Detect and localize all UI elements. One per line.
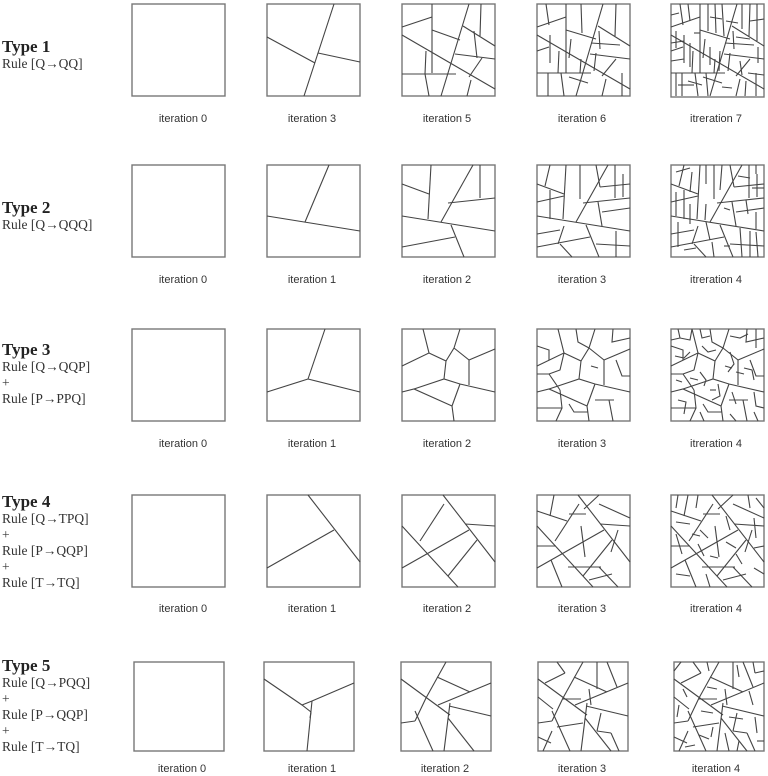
iteration-label: iteration 0: [157, 763, 207, 775]
type-2-label: [2, 199, 92, 233]
type-5-iteration-3-diagram: [537, 661, 633, 757]
type-3-iteration-2-diagram: [401, 328, 497, 424]
iteration-label: iteration 3: [287, 113, 337, 125]
iteration-label: iteration 0: [158, 274, 208, 286]
type-5-label: [2, 657, 90, 755]
type-title: Type 1: [2, 37, 51, 56]
iteration-label: iteration 2: [422, 603, 472, 615]
iteration-label: iteration 2: [422, 274, 472, 286]
iteration-label: iteration 4: [691, 763, 741, 775]
type-2-iteration-1-diagram: [266, 164, 362, 260]
rule-text: Rule [Q→TPQ]: [2, 511, 89, 526]
type-4-iteration-1-diagram: [266, 494, 362, 590]
type-3-label: [2, 341, 90, 407]
iteration-label: iteration 0: [158, 603, 208, 615]
type-5-iteration-4-diagram: [673, 661, 768, 757]
iteration-label: iteration 5: [422, 113, 472, 125]
rule-text: Rule [Q→QQ]: [2, 56, 83, 71]
type-4-iteration-4-diagram: [670, 494, 766, 590]
iteration-label: iteration 1: [287, 438, 337, 450]
type-title: Type 2: [2, 198, 51, 217]
type-5-iteration-0-diagram: [133, 661, 229, 757]
iteration-label: itreration 7: [690, 113, 742, 125]
iteration-label: iteration 3: [557, 763, 607, 775]
type-4-label: [2, 493, 89, 591]
rule-text: Rule [Q→QQQ]: [2, 217, 93, 232]
type-4-iteration-2-diagram: [401, 494, 497, 590]
rule-text: Rule [T→TQ]: [2, 739, 80, 754]
type-4-iteration-3-diagram: [536, 494, 632, 590]
type-4-iteration-0-diagram: [131, 494, 227, 590]
type-3-iteration-1-diagram: [266, 328, 362, 424]
rule-plus: +: [2, 375, 10, 390]
iteration-label: iteration 3: [557, 274, 607, 286]
type-title: Type 5: [2, 656, 51, 675]
type-1-iteration-0-diagram: [131, 3, 227, 99]
type-2-iteration-2-diagram: [401, 164, 497, 260]
iteration-label: itreration 4: [690, 438, 742, 450]
type-5-iteration-2-diagram: [400, 661, 496, 757]
rule-text: Rule [P→QQP]: [2, 707, 88, 722]
type-title: Type 4: [2, 492, 51, 511]
type-1-iteration-6-diagram: [536, 3, 632, 99]
type-3-iteration-3-diagram: [536, 328, 632, 424]
rule-text: Rule [P→QQP]: [2, 543, 88, 558]
iteration-label: itreration 4: [690, 274, 742, 286]
rule-text: Rule [P→PPQ]: [2, 391, 86, 406]
iteration-label: iteration 0: [158, 438, 208, 450]
iteration-label: iteration 1: [287, 763, 337, 775]
type-1-iteration-5-diagram: [401, 3, 497, 99]
type-3-iteration-4-diagram: [670, 328, 766, 424]
iteration-label: itreration 4: [690, 603, 742, 615]
rule-plus: +: [2, 527, 10, 542]
type-3-iteration-0-diagram: [131, 328, 227, 424]
rule-plus: +: [2, 559, 10, 574]
type-2-iteration-0-diagram: [131, 164, 227, 260]
iteration-label: iteration 3: [557, 438, 607, 450]
rule-plus: +: [2, 691, 10, 706]
iteration-label: iteration 1: [287, 274, 337, 286]
type-2-iteration-3-diagram: [536, 164, 632, 260]
type-5-iteration-1-diagram: [263, 661, 359, 757]
iteration-label: iteration 6: [557, 113, 607, 125]
type-1-iteration-7-diagram: [670, 3, 766, 99]
type-1-iteration-3-diagram: [266, 3, 362, 99]
iteration-label: iteration 2: [420, 763, 470, 775]
rule-text: Rule [Q→QQP]: [2, 359, 91, 374]
iteration-label: iteration 1: [287, 603, 337, 615]
iteration-label: iteration 2: [422, 438, 472, 450]
iteration-label: iteration 3: [557, 603, 607, 615]
type-title: Type 3: [2, 340, 51, 359]
type-1-label: [2, 38, 83, 72]
rule-text: Rule [Q→PQQ]: [2, 675, 91, 690]
rule-text: Rule [T→TQ]: [2, 575, 80, 590]
iteration-label: iteration 0: [158, 113, 208, 125]
rule-plus: +: [2, 723, 10, 738]
type-2-iteration-4-diagram: [670, 164, 766, 260]
